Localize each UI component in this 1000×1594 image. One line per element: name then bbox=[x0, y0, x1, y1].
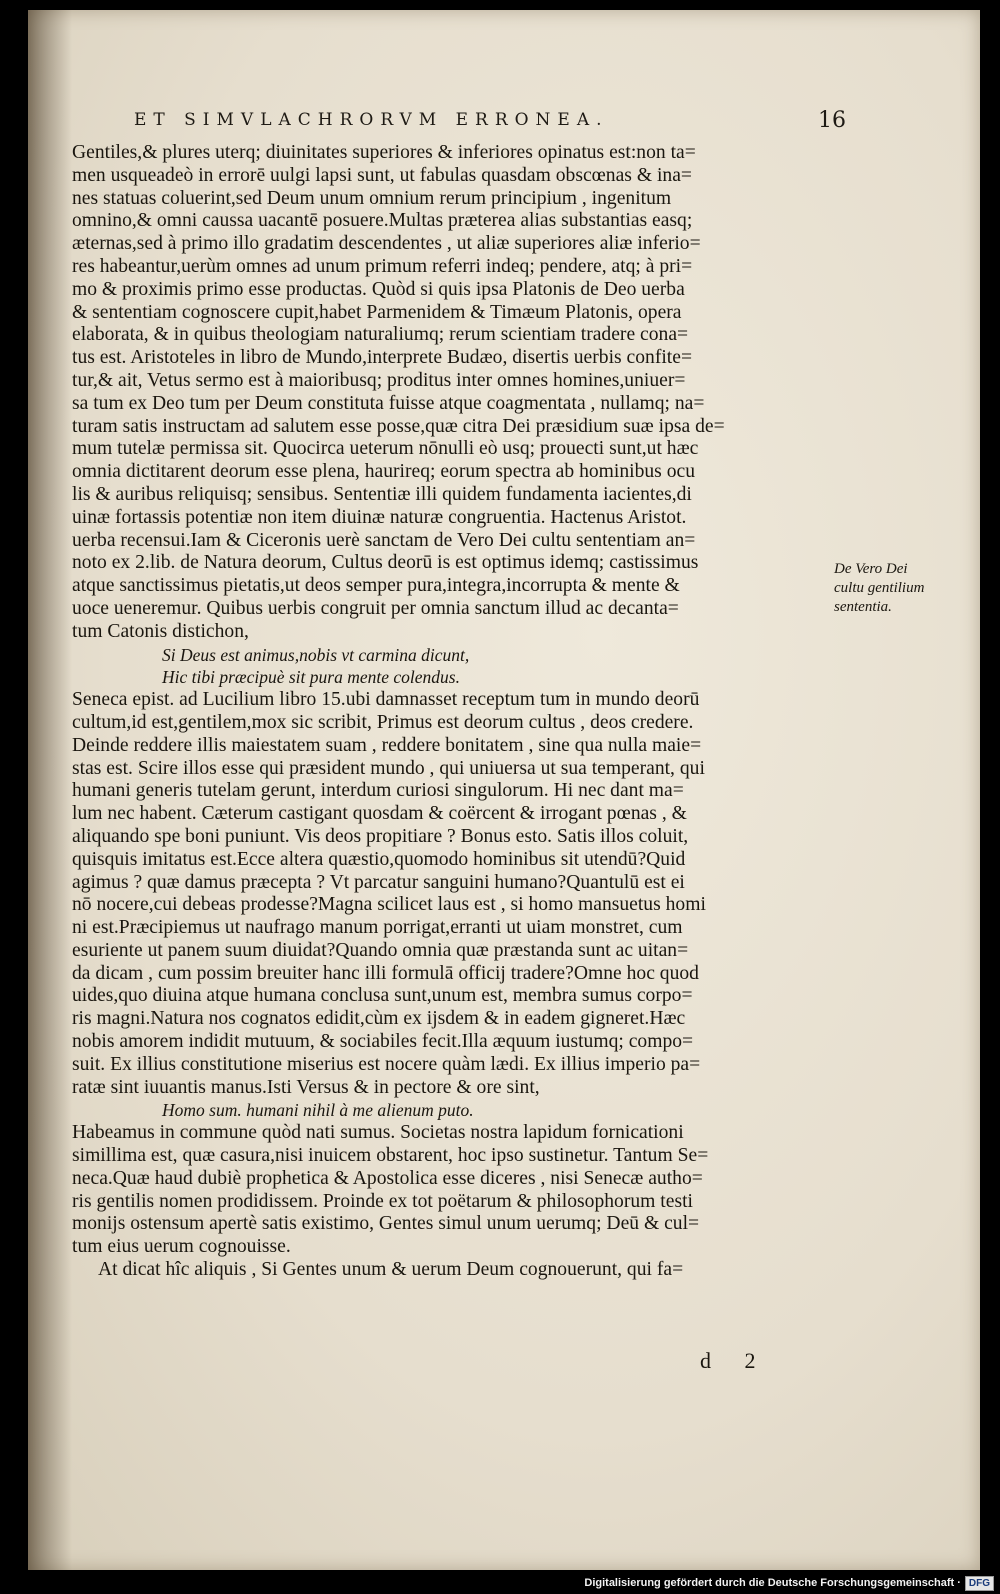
text-line: turam satis instructam ad salutem esse posse,quæ citra Dei præsidium suæ ipsa de= bbox=[72, 415, 725, 437]
marginal-note-line: De Vero Dei bbox=[834, 561, 908, 577]
dfg-logo: DFG bbox=[965, 1576, 994, 1591]
text-line: nobis amorem indidit mutuum, & sociabiles fecit.Illa æquum iustumq; compo= bbox=[72, 1031, 694, 1053]
text-line: uerba recensui.Iam & Ciceronis uerè sanctam de Vero Dei cultu sententiam an= bbox=[72, 529, 696, 551]
text-line: Habeamus in commune quòd nati sumus. Societas nostra lapidum fornicationi bbox=[72, 1122, 684, 1144]
book-page bbox=[28, 10, 980, 1570]
text-line: cultum,id est,gentilem,mox sic scribit, Primus est deorum cultus , deos credere. bbox=[72, 711, 694, 733]
text-line: lum nec habent. Cæterum castigant quosdam & coërcent & irrogant pœnas , & bbox=[72, 803, 687, 825]
text-line: ratæ sint iuuantis manus.Isti Versus & in pectore & ore sint, bbox=[72, 1076, 540, 1098]
text-line: uinæ fortassis potentiæ non item diuinæ naturæ congruentia. Hactenus Aristot. bbox=[72, 506, 687, 528]
page-number: 16 bbox=[818, 108, 846, 133]
verse-line: Hic tibi præcipuè sit pura mente colendus. bbox=[162, 667, 460, 688]
text-line: quisquis imitatus est.Ecce altera quæstio,quomodo hominibus sit utendū?Quid bbox=[72, 848, 686, 870]
text-line: atque sanctissimus pietatis,ut deos semper pura,integra,incorrupta & mente & bbox=[72, 575, 680, 597]
text-line: Deinde reddere illis maiestatem suam , reddere bonitatem , sine qua nulla maie= bbox=[72, 734, 702, 756]
text-line: æternas,sed à primo illo gradatim descendentes , ut aliæ superiores aliæ inferio= bbox=[72, 233, 701, 255]
funding-credit bbox=[584, 1574, 994, 1592]
text-line: elaborata, & in quibus theologiam naturaliumq; rerum scientiam tradere cona= bbox=[72, 324, 689, 346]
text-block bbox=[72, 142, 832, 1282]
verse-line: Si Deus est animus,nobis vt carmina dicunt, bbox=[162, 644, 470, 665]
marginal-note bbox=[834, 560, 944, 617]
text-line: tur,& ait, Vetus sermo est à maioribusq; proditus inter omnes homines,uniuer= bbox=[72, 369, 686, 391]
running-title: ET SIMVLACHRORVM ERRONEA. bbox=[134, 110, 609, 130]
text-line: da dicam , cum possim breuiter hanc illi formulā officij tradere?Omne hoc quod bbox=[72, 962, 699, 984]
text-line: noto ex 2.lib. de Natura deorum, Cultus deorū is est optimus idemq; castissimus bbox=[72, 552, 699, 574]
text-line: men usqueadeò in errorē uulgi lapsi sunt, ut fabulas quasdam obscœnas & ina= bbox=[72, 164, 692, 186]
credit-text: Digitalisierung gefördert durch die Deutsche Forschungsgemeinschaft · bbox=[584, 1577, 961, 1589]
text-line: tum eius uerum cognouisse. bbox=[72, 1236, 291, 1258]
text-line: neca.Quæ haud dubiè prophetica & Apostolica esse diceres , nisi Senecæ autho= bbox=[72, 1167, 703, 1189]
marginal-note-line: cultu gentilium bbox=[834, 580, 925, 596]
text-line: mum tutelæ permissa sit. Quocirca ueterum nōnulli eò usq; prouecti sunt,ut hæc bbox=[72, 438, 699, 460]
text-line: uides,quo diuina atque humana conclusa sunt,unum est, membra sumus corpo= bbox=[72, 985, 693, 1007]
text-line: Seneca epist. ad Lucilium libro 15.ubi damnasset receptum tum in mundo deorū bbox=[72, 689, 700, 711]
text-line: aliquando spe boni puniunt. Vis deos propitiare ? Bonus esto. Satis illos coluit, bbox=[72, 825, 689, 847]
text-line: nes statuas coluerint,sed Deum unum omnium rerum principium , ingenitum bbox=[72, 187, 672, 209]
text-line: At dicat hîc aliquis , Si Gentes unum & uerum Deum cognouerunt, qui fa= bbox=[98, 1259, 684, 1281]
marginal-note-line: sententia. bbox=[834, 599, 892, 615]
text-line: & sententiam cognoscere cupit,habet Parmenidem & Timæum Platonis, opera bbox=[72, 301, 682, 323]
text-line: ris gentilis nomen prodidissem. Proinde ex tot poëtarum & philosophorum testi bbox=[72, 1190, 693, 1212]
text-line: omnino,& omni caussa uacantē posuere.Multas præterea alias substantias easq; bbox=[72, 210, 693, 232]
text-line: stas est. Scire illos esse qui præsident mundo , qui uniuersa ut sua temperant, qui bbox=[72, 757, 705, 779]
text-line: nō nocere,cui debeas prodesse?Magna scilicet laus est , si homo mansuetus homi bbox=[72, 894, 706, 916]
text-line: agimus ? quæ damus præcepta ? Vt parcatur sanguini humano?Quantulū est ei bbox=[72, 871, 685, 893]
text-line: mo & proximis primo esse productas. Quòd si quis ipsa Platonis de Deo uerba bbox=[72, 278, 685, 300]
text-line: ni est.Præcipiemus ut naufrago manum porrigat,erranti ut uiam monstret, cum bbox=[72, 917, 683, 939]
text-line: sa tum ex Deo tum per Deum constituta fuisse atque coagmentata , nullamq; na= bbox=[72, 392, 705, 414]
text-line: tus est. Aristoteles in libro de Mundo,interprete Budæo, disertis uerbis confite= bbox=[72, 347, 692, 369]
verse-line: Homo sum. humani nihil à me alienum puto. bbox=[162, 1100, 474, 1121]
text-line: res habeantur,uerùm omnes ad unum primum referri indeq; pendere, atq; à pri= bbox=[72, 255, 693, 277]
text-line: uoce ueneremur. Quibus uerbis congruit per omnia sanctum illud ac decanta= bbox=[72, 597, 679, 619]
text-line: humani generis tutelam gerunt, interdum curiosi singulorum. Hi nec dant ma= bbox=[72, 780, 684, 802]
text-line: monijs ostensum apertè satis existimo, Gentes simul unum uerumq; Deū & cul= bbox=[72, 1213, 700, 1235]
text-line: tum Catonis distichon, bbox=[72, 620, 249, 642]
text-line: Gentiles,& plures uterq; diuinitates superiores & inferiores opinatus est:non ta= bbox=[72, 142, 696, 163]
signature-mark: d 2 bbox=[700, 1348, 770, 1373]
text-line: esuriente ut panem suum diuidat?Quando omnia quæ præstanda sunt ac uitan= bbox=[72, 939, 689, 961]
text-line: simillima est, quæ casura,nisi inuicem obstarent, hoc ipso sustinetur. Tantum Se= bbox=[72, 1145, 709, 1167]
text-line: ris magni.Natura nos cognatos edidit,cùm ex ijsdem & in eadem gigneret.Hæc bbox=[72, 1008, 686, 1030]
text-line: suit. Ex illius constitutione miserius est nocere quàm lædi. Ex illius imperio pa= bbox=[72, 1053, 701, 1075]
text-line: omnia dictitarent deorum esse plena, haurireq; eorum spectra ab hominibus ocu bbox=[72, 461, 695, 483]
text-line: lis & auribus reliquisq; sensibus. Sententiæ illi quidem fundamenta iacientes,di bbox=[72, 483, 692, 505]
